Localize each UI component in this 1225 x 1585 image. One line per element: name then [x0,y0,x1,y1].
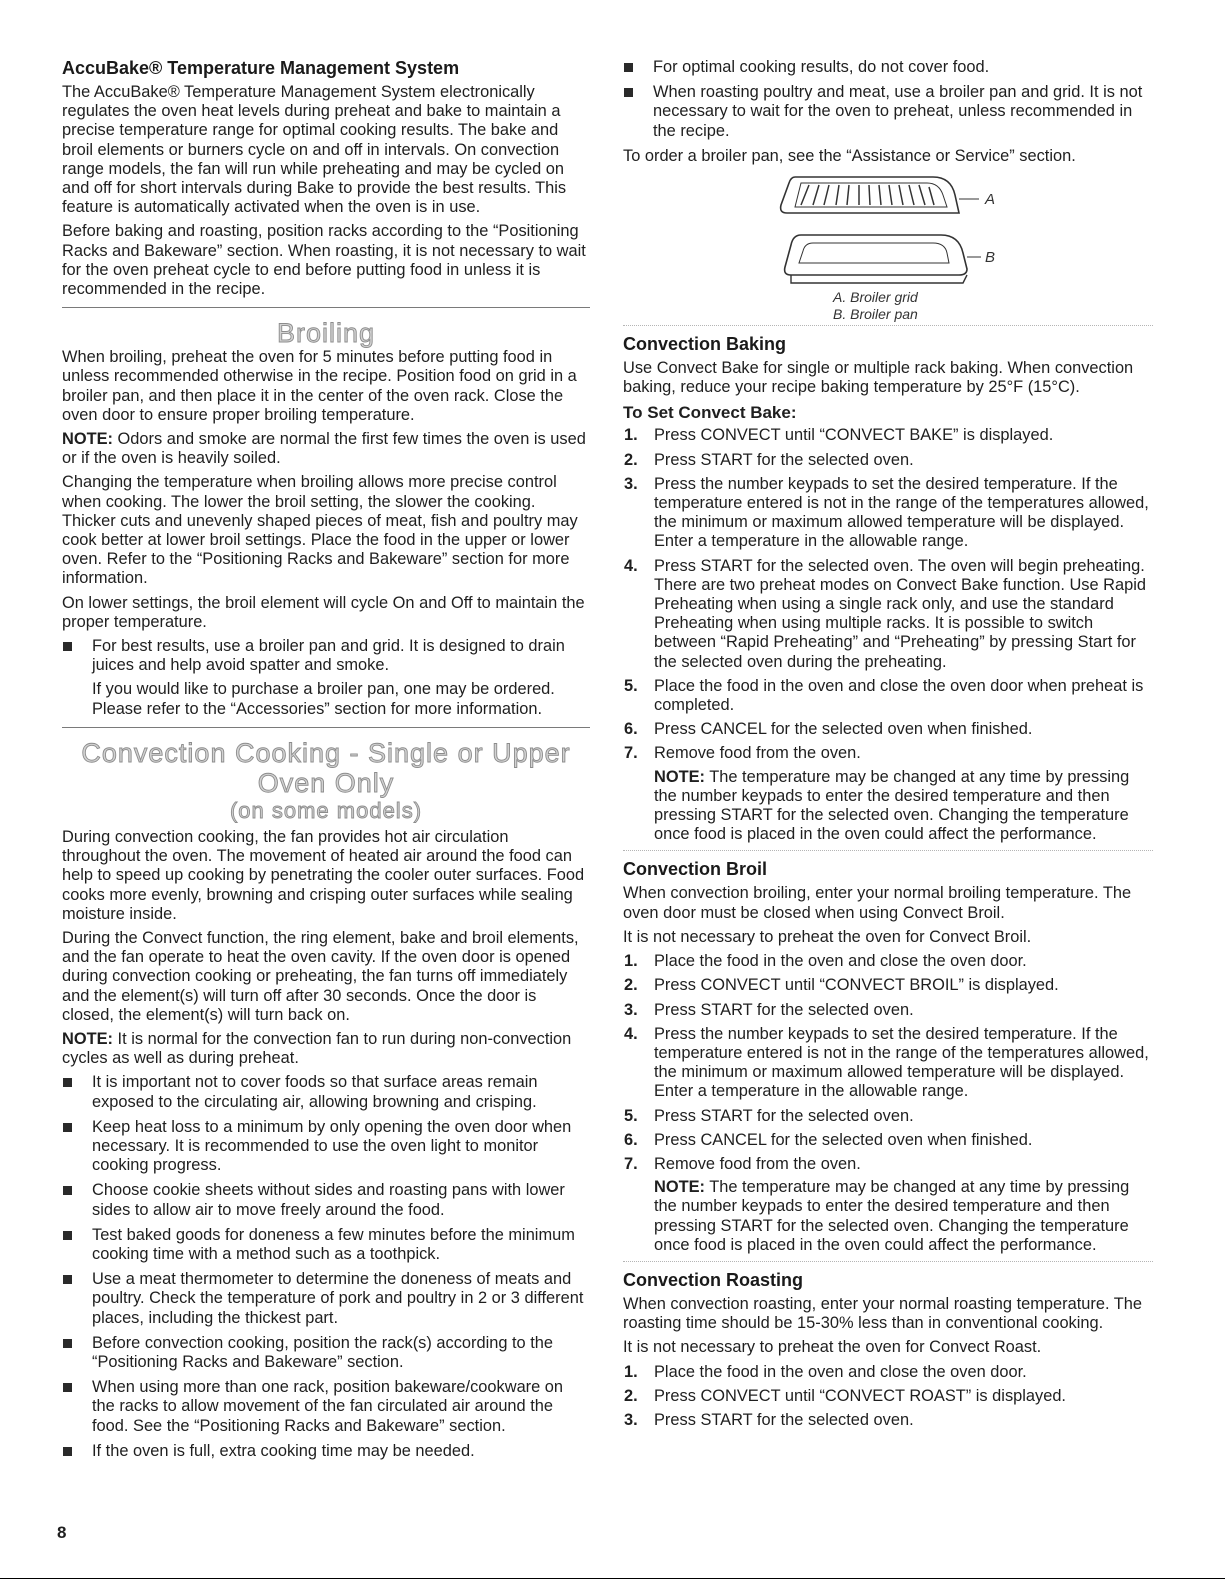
section-divider [623,1261,1153,1262]
list-item [623,976,1153,995]
bullet-square-icon [624,88,633,97]
list-item [623,557,1153,672]
step-text: Press CONVECT until “CONVECT BROIL” is displayed. [654,976,1059,995]
list-item [62,1442,590,1461]
convection-broil-paragraph-1: When convection broiling, enter your normal broiling temperature. The oven door must be closed when using Convect Broil. [623,884,1132,922]
step-text: Press the number keypads to set the desired temperature. If the temperature entered is not in the range of the temperatures allowed, the minimum or maximum allowed temperature will be displayed. Enter a temperature in the allowable range. [654,1024,1149,1101]
bullet-square-icon [63,1447,72,1456]
list-item [62,1378,590,1436]
step-number: 6. [624,1130,638,1149]
note-label: NOTE: [62,1029,113,1048]
bullet-square-icon [624,63,633,72]
note-label: NOTE: [62,430,113,449]
convection-paragraph-2: During the Convect function, the ring element, bake and broil elements, and the fan operate to heat the oven cavity. If the oven door is opened during convection cooking or preheating, the fan turns off immediately and the element(s) will turn off after 30 seconds. Once the door is closed, the element(s) will turn back on. [62,928,579,1024]
step-text: Press START for the selected oven. [654,450,914,469]
accubake-heading: AccuBake® Temperature Management System [62,58,460,78]
convection-roasting-heading: Convection Roasting [623,1269,804,1290]
caption-broiler-grid: A. Broiler grid [833,289,918,306]
bullet-text: Keep heat loss to a minimum by only opening the oven door when necessary. It is recommended to use the oven light to monitor cooking progress. [92,1117,572,1175]
step-number: 4. [624,556,638,575]
list-item [623,720,1153,739]
step-text: Remove food from the oven. [654,744,861,763]
step-text: Press START for the selected oven. [654,1000,914,1019]
bullet-text: It is important not to cover foods so that surface areas remain exposed to the circulating air, allowing browning and crisping. [92,1073,538,1111]
note-text: Odors and smoke are normal the first few times the oven is used or if the oven is heavily soiled. [62,430,586,468]
step-number: 2. [624,976,638,995]
convection-note [62,1030,590,1068]
step-number: 2. [624,450,638,469]
note-text: It is normal for the convection fan to run during non-convection cycles as well as during preheat. [62,1029,572,1068]
bullet-text: When roasting poultry and meat, use a broiler pan and grid. It is not necessary to wait for the oven to preheat, unless recommended in the recipe. [653,83,1143,140]
step-text: Press START for the selected oven. [654,1106,914,1125]
label-a: A [985,191,996,209]
list-item [62,1073,590,1111]
accubake-paragraph-1: The AccuBake® Temperature Management System electronically regulates the oven heat levels during preheat and bake to maintain a precise temperature range for optimal cooking results. The bake and broil elements or burners cycle on and off in intervals. On convection range models, the fan will run while preheating and may be cycled on and off for short intervals during Bake to provide the best results. This feature is automatically activated when the oven is in use. [62,83,567,217]
section-divider [62,727,590,728]
list-item [623,952,1153,971]
convect-roast-steps [623,1363,1153,1431]
note-text: The temperature may be changed at any time by pressing the number keypads to enter the desired temperature and then pressing START for the selected oven. Changing the temperature once food is placed in the oven could affect the performance. [654,1178,1130,1254]
list-item [62,1226,590,1264]
list-item [62,637,590,719]
step-number: 1. [624,952,638,971]
bullet-square-icon [63,1339,72,1348]
convect-bake-note [654,768,1153,845]
left-column [62,56,590,1467]
list-item [623,1025,1153,1102]
list-item [623,1387,1153,1406]
list-item [623,1363,1153,1382]
convect-bake-steps [623,426,1153,844]
list-item [623,1155,1153,1255]
broiling-paragraph-1: When broiling, preheat the oven for 5 minutes before putting food in unless recommended otherwise in the recipe. Position food on grid in a broiler pan, and then place it in the center of the oven rack. Close the oven door to ensure proper broiling temperature. [62,348,577,424]
step-text: Press CANCEL for the selected oven when finished. [654,720,1033,739]
bullet-square-icon [63,1123,72,1132]
broiling-note [62,430,590,468]
list-item [62,1181,590,1219]
step-text: Place the food in the oven and close the oven door. [654,1362,1027,1381]
caption-broiler-pan: B. Broiler pan [833,306,918,323]
bullet-text: Use a meat thermometer to determine the doneness of meats and poultry. Check the temperature of pork and poultry in 2 or 3 different places, including the thickest part. [92,1270,584,1327]
list-item [62,1270,590,1328]
list-item [623,58,1153,77]
step-number: 2. [624,1386,638,1405]
section-divider [62,307,590,308]
step-text: Place the food in the oven and close the oven door. [654,952,1027,971]
broiler-pan-icon [785,235,981,283]
step-number: 1. [624,426,638,445]
step-number: 7. [624,744,638,763]
convection-broil-heading: Convection Broil [623,859,768,880]
broiler-figure [623,171,1153,323]
step-number: 5. [624,676,638,695]
step-text: Press START for the selected oven. The oven will begin preheating. There are two preheat modes on Convect Bake function. Use Rapid Preheating when using a single rack only, and use the standard Preheating when using multiple racks. It is possible to switch between “Rapid Preheating” and “Preheating” by pressing Start for the selected oven during the preheating. [654,556,1146,671]
step-text: Press CONVECT until “CONVECT ROAST” is displayed. [654,1386,1066,1405]
step-number: 1. [624,1362,638,1381]
bullet-text: Choose cookie sheets without sides and roasting pans with lower sides to allow air to move freely around the food. [92,1181,565,1219]
broiling-paragraph-3: Changing the temperature when broiling allows more precise control when cooking. The lower the broil setting, the slower the cooking. Thicker cuts and unevenly shaped pieces of meat, fish and poultry may cook better at lower broil settings. Place the food in the upper or lower oven. Refer to the “Positioning Racks and Bakeware” section for more information. [62,473,578,588]
bullet-text: For optimal cooking results, do not cover food. [653,58,990,76]
convection-roasting-paragraph-2: It is not necessary to preheat the oven for Convect Roast. [623,1338,1042,1357]
note-label: NOTE: [654,1178,705,1197]
broiler-grid-icon [781,177,979,213]
convect-broil-steps [623,952,1153,1255]
roasting-bullet-list [623,58,1153,141]
bullet-subtext: If you would like to purchase a broiler pan, one may be ordered. Please refer to the “Accessories” section for more information. [92,680,555,718]
bullet-text: If the oven is full, extra cooking time may be needed. [92,1441,475,1460]
convection-heading-line-1: Convection Cooking - Single or Upper [81,737,571,768]
bullet-square-icon [63,1383,72,1392]
convection-baking-paragraph: Use Convect Bake for single or multiple rack baking. When convection baking, reduce your recipe baking temperature by 25°F (15°C). [623,359,1134,397]
convection-subheading: (on some models) [229,797,423,823]
step-text: Press the number keypads to set the desired temperature. If the temperature entered is not in the range of the temperatures allowed, the minimum or maximum allowed temperature will be displayed. Enter a temperature in the allowable range. [654,474,1149,551]
bullet-square-icon [63,1275,72,1284]
broiling-bullet-list [62,637,590,719]
order-broiler-text: To order a broiler pan, see the “Assistance or Service” section. [623,146,1076,165]
bullet-text: Test baked goods for doneness a few minutes before the minimum cooking time with a method such as a toothpick. [92,1225,575,1263]
convect-broil-note [654,1178,1153,1255]
step-number: 6. [624,720,638,739]
accubake-paragraph-2: Before baking and roasting, position racks according to the “Positioning Racks and Bakeware” section. When roasting, it is not necessary to wait for the oven preheat cycle to end before putting food in unless it is recommended in the recipe. [62,222,586,299]
bullet-square-icon [63,1078,72,1087]
bullet-square-icon [63,1186,72,1195]
convection-broil-paragraph-2: It is not necessary to preheat the oven for Convect Broil. [623,927,1032,946]
step-number: 5. [624,1106,638,1125]
section-divider [623,325,1153,326]
broiling-paragraph-4: On lower settings, the broil element will cycle On and Off to maintain the proper temperature. [62,593,585,631]
convection-paragraph-1: During convection cooking, the fan provides hot air circulation throughout the oven. The movement of heated air around the food can help to speed up cooking by penetrating the cooler outer surfaces. Food cooks more evenly, browning and crisping outer surfaces while sealing moisture inside. [62,827,585,923]
list-item [62,1118,590,1176]
bullet-text: For best results, use a broiler pan and grid. It is designed to drain juices and help avoid spatter and smoke. [92,637,565,675]
step-text: Press START for the selected oven. [654,1410,914,1429]
list-item [623,1411,1153,1430]
bullet-text: Before convection cooking, position the rack(s) according to the “Positioning Racks and Bakeware” section. [92,1333,554,1371]
step-number: 3. [624,1000,638,1019]
list-item [623,744,1153,844]
bullet-square-icon [63,1231,72,1240]
convection-bullet-list [62,1073,590,1461]
list-item [623,83,1153,141]
list-item [623,1001,1153,1020]
list-item [62,1334,590,1372]
set-convect-bake-heading: To Set Convect Bake: [623,403,797,423]
page-bottom-rule [0,1578,1225,1579]
right-column [623,56,1153,1435]
list-item [623,475,1153,552]
step-number: 3. [624,474,638,493]
step-number: 7. [624,1154,638,1173]
broiling-heading: Broiling [276,318,376,349]
note-text: The temperature may be changed at any time by pressing the number keypads to enter the desired temperature and then pressing START for the selected oven. Changing the temperature once food is placed in the oven could affect the performance. [654,767,1130,844]
convection-roasting-paragraph-1: When convection roasting, enter your normal roasting temperature. The roasting time should be 15-30% less than in conventional cooking. [623,1294,1143,1333]
list-item [623,451,1153,470]
label-b: B [985,249,996,267]
convection-heading-line-2: Oven Only [257,767,395,798]
list-item [623,1131,1153,1150]
step-number: 4. [624,1024,638,1043]
bullet-text: When using more than one rack, position bakeware/cookware on the racks to allow movement of the fan circulated air around the food. See the “Positioning Racks and Bakeware” section. [92,1378,564,1435]
step-text: Press CANCEL for the selected oven when finished. [654,1130,1033,1149]
step-text: Remove food from the oven. [654,1154,861,1173]
step-text: Place the food in the oven and close the oven door when preheat is completed. [654,676,1144,715]
broiler-illustration-icon [773,171,1003,286]
list-item [623,1107,1153,1126]
step-number: 3. [624,1410,638,1429]
page-number: 8 [57,1523,67,1542]
section-divider [623,850,1153,851]
step-text: Press CONVECT until “CONVECT BAKE” is displayed. [654,426,1054,445]
list-item [623,677,1153,715]
convection-baking-heading: Convection Baking [623,334,787,355]
list-item [623,426,1153,445]
bullet-square-icon [63,642,72,651]
note-label: NOTE: [654,767,705,786]
